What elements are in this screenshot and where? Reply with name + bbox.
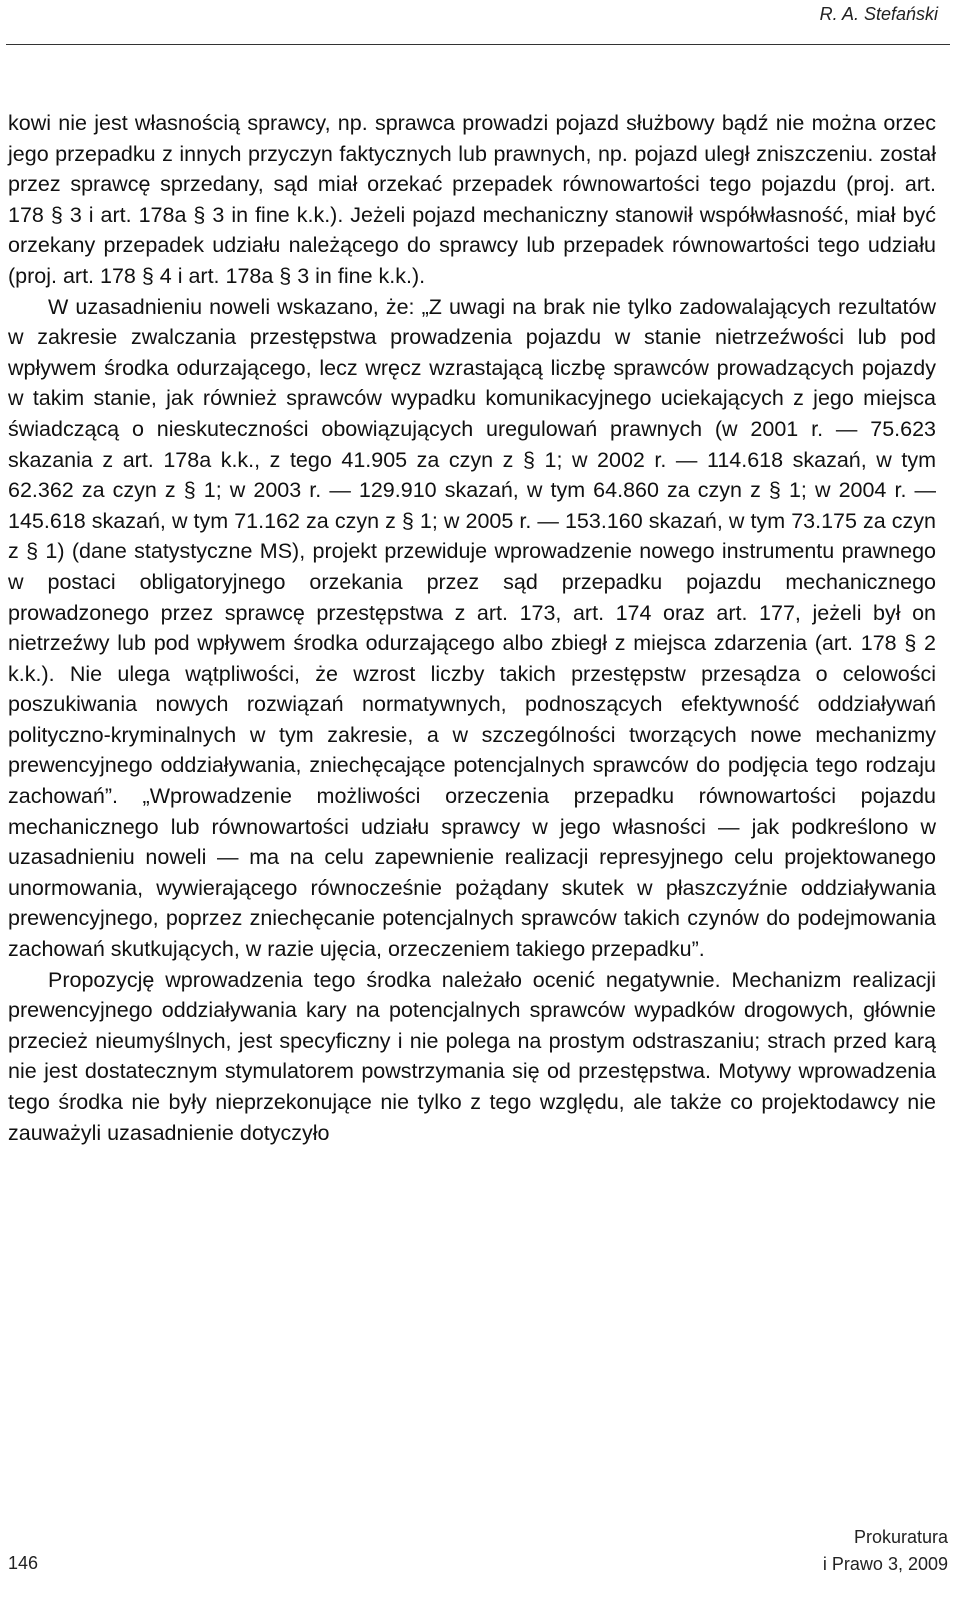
running-header-author: R. A. Stefański xyxy=(819,4,938,24)
journal-citation xyxy=(823,1524,948,1578)
article-body xyxy=(8,108,936,1148)
journal-issue: i Prawo 3, 2009 xyxy=(822,1554,948,1574)
paragraph-justification-quote: W uzasadnieniu noweli wskazano, że: „Z uwagi na brak nie tylko zadowalających rezultatów w zakresie zwalczania przestępstwa prowadzenia pojazdu w stanie nietrzeźwości lub pod wpływem środka odurzającego, lecz wręcz wzrastającą liczbę sprawców prowadzących pojazdy w takim stanie, jak również sprawców wypadku komunikacyjnego uciekających z jego miejsca świadczącą o nieskuteczności obowiązujących uregulowań prawnych (w 2001 r. — 75.623 skazania z art. 178a k.k., z tego 41.905 za czyn z § 1; w 2002 r. — 114.618 skazań, w tym 62.362 za czyn z § 1; w 2003 r. — 129.910 skazań, w tym 64.860 za czyn z § 1; w 2004 r. — 145.618 skazań, w tym 71.162 za czyn z § 1; w 2005 r. — 153.160 skazań, w tym 73.175 za czyn z § 1) (dane statystyczne MS), projekt przewiduje wprowadzenie nowego instrumentu prawnego w postaci obligatoryjnego orzekania przez sąd przepadku pojazdu mechanicznego prowadzonego przez sprawcę przestępstwa z art. 173, art. 174 oraz art. 177, jeżeli był on nietrzeźwy lub pod wpływem środka odurzającego albo zbiegł z miejsca zdarzenia (art. 178 § 2 k.k.). Nie ulega wątpliwości, że wzrost liczby takich przestępstw przesądza o celowości poszukiwania nowych rozwiązań normatywnych, podnoszących efektywność oddziaływań polityczno-kryminalnych w tym zakresie, a w szczególności tworzących nowe mechanizmy prewencyjnego oddziaływania, zniechęcające potencjalnych sprawców do podjęcia tego rodzaju zachowań”. „Wprowadzenie możliwości orzeczenia przepadku równowartości pojazdu mechanicznego lub równowartości udziału sprawcy w jego własności — jak podkreślono w uzasadnieniu noweli — ma na celu zapewnienie realizacji represyjnego celu projektowanego unormowania, wywierającego równocześnie pożądany skutek w płaszczyźnie oddziaływania prewencyjnego, poprzez zniechęcanie potencjalnych sprawców takich czynów do podejmowania zachowań skutkujących, w razie ujęcia, orzeczeniem takiego przepadku”. xyxy=(8,294,936,962)
paragraph-continuation: kowi nie jest własnością sprawcy, np. sprawca prowadzi pojazd służbowy bądź nie można orzec jego przepadku z innych przyczyn faktycznych lub prawnych, np. pojazd uległ zniszczeniu. został przez sprawcę sprzedany, sąd miał orzekać przepadek równowartości tego pojazdu (proj. art. 178 § 3 i art. 178a § 3 in fine k.k.). Jeżeli pojazd mechaniczny stanowił współwłasność, miał być orzekany przepadek udziału należącego do sprawcy lub przepadek równowartości tego udziału (proj. art. 178 § 4 i art. 178a § 3 in fine k.k.). xyxy=(8,111,936,288)
page-number: 146 xyxy=(8,1553,39,1573)
header-divider xyxy=(6,44,950,45)
paragraph-assessment: Propozycję wprowadzenia tego środka należało ocenić negatywnie. Mechanizm realizacji prewencyjnego oddziaływania kary na potencjalnych sprawców wypadków drogowych, głównie przecież nieumyślnych, jest specyficzny i nie polega na prostym odstraszaniu; strach przed karą nie jest dostatecznym stymulatorem powstrzymania się od przestępstwa. Motywy wprowadzenia tego środka nie były nieprzekonujące nie tylko z tego względu, ale także co projektodawcy nie zauważyli uzasadnienie dotyczyło xyxy=(8,967,936,1145)
journal-name: Prokuratura xyxy=(853,1527,948,1547)
page-footer xyxy=(0,1516,960,1578)
